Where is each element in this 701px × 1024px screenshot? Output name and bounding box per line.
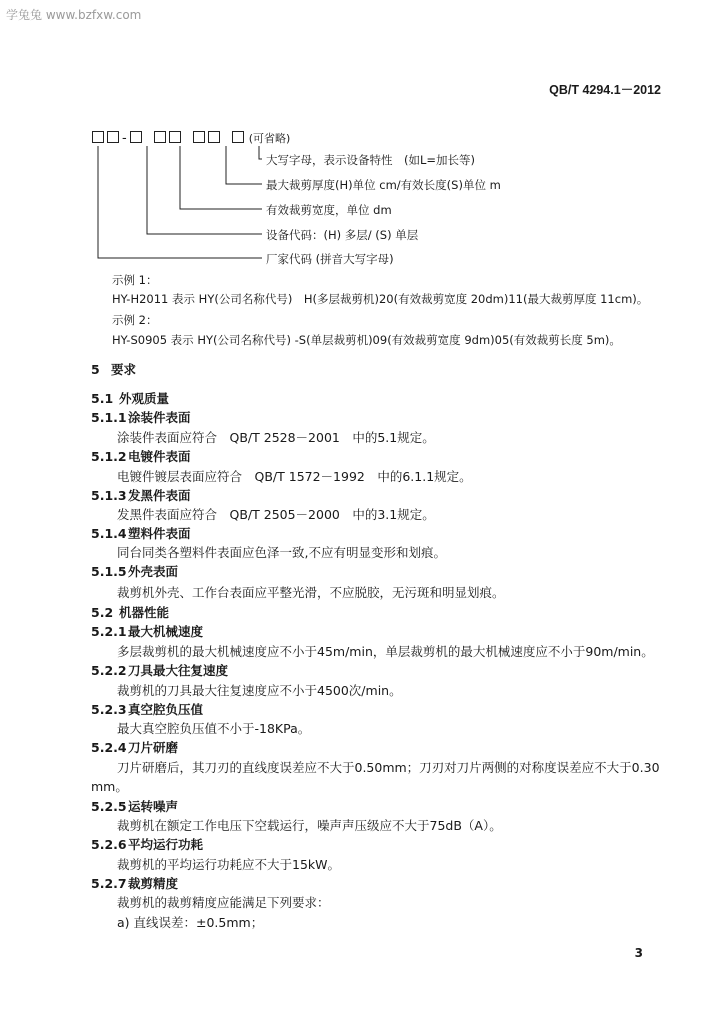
section-heading: 5.2.5运转噪声 bbox=[91, 799, 179, 814]
section-heading: 5.2.6平均运行功耗 bbox=[91, 837, 204, 852]
leader-line-width bbox=[180, 146, 262, 209]
section-text: 刀片研磨后，其刀刃的直线度误差应不大于0.50mm；刀刃对刀片两侧的对称度误差应不大于0.30 bbox=[117, 760, 660, 775]
section-heading: 5.2 机器性能 bbox=[91, 605, 170, 620]
section-text: 多层裁剪机的最大机械速度应不小于45m/min，单层裁剪机的最大机械速度应不小于90m/min。 bbox=[117, 644, 654, 659]
section-heading: 5.1.4塑料件表面 bbox=[91, 526, 191, 541]
example-text: HY-S0905 表示 HY(公司名称代号) -S(单层裁剪机)09(有效裁剪宽度 9dm)05(有效裁剪长度 5m)。 bbox=[112, 333, 621, 347]
section-heading: 5.1.5外壳表面 bbox=[91, 564, 179, 579]
section-heading: 5 要求 bbox=[91, 362, 137, 377]
section-text: 裁剪机在额定工作电压下空载运行，噪声声压级应不大于75dB（A）。 bbox=[117, 818, 502, 833]
code-label: 设备代码：(H) 多层/ (S) 单层 bbox=[266, 228, 419, 242]
leader-line-device bbox=[147, 146, 262, 234]
section-heading: 5.1.2电镀件表面 bbox=[91, 449, 191, 464]
section-heading: 5.1.1涂装件表面 bbox=[91, 410, 191, 425]
section-text: 涂装件表面应符合 QB/T 2528－2001 中的5.1规定。 bbox=[117, 430, 435, 445]
section-text: mm。 bbox=[91, 779, 128, 794]
section-heading: 5.2.7裁剪精度 bbox=[91, 876, 179, 891]
list-item: a) 直线误差：±0.5mm； bbox=[117, 915, 264, 930]
section-text: 发黑件表面应符合 QB/T 2505－2000 中的3.1规定。 bbox=[117, 507, 435, 522]
section-heading: 5.2.3真空腔负压值 bbox=[91, 702, 204, 717]
section-heading: 5.1 外观质量 bbox=[91, 391, 170, 406]
example-title: 示例 1： bbox=[112, 273, 158, 287]
example-text: HY-H2011 表示 HY(公司名称代号) H(多层裁剪机)20(有效裁剪宽度 20dm)11(最大裁剪厚度 11cm)。 bbox=[112, 292, 649, 306]
section-heading: 5.2.4刀片研磨 bbox=[91, 740, 179, 755]
section-text: 最大真空腔负压值不小于-18KPa。 bbox=[117, 721, 311, 736]
section-text: 裁剪机的刀具最大往复速度应不小于4500次/min。 bbox=[117, 683, 402, 698]
section-text: 裁剪机的裁剪精度应能满足下列要求： bbox=[117, 895, 330, 910]
standard-number: QB/T 4294.1－2012 bbox=[549, 83, 661, 97]
section-heading: 5.2.2刀具最大往复速度 bbox=[91, 663, 229, 678]
code-label: 有效裁剪宽度，单位 dm bbox=[266, 203, 392, 217]
section-text: 电镀件镀层表面应符合 QB/T 1572－1992 中的6.1.1规定。 bbox=[117, 469, 472, 484]
code-label: 厂家代码 (拼音大写字母) bbox=[266, 252, 394, 266]
optional-note: (可省略) bbox=[248, 132, 291, 145]
section-text: 裁剪机的平均运行功耗应不大于15kW。 bbox=[117, 857, 341, 872]
example-title: 示例 2： bbox=[112, 313, 158, 327]
section-heading: 5.2.1最大机械速度 bbox=[91, 624, 204, 639]
section-text: 同台同类各塑料件表面应色泽一致,不应有明显变形和划痕。 bbox=[117, 545, 446, 560]
section-text: 裁剪机外壳、工作台表面应平整光滑，不应脱胶，无污斑和明显划痕。 bbox=[117, 585, 505, 600]
code-label: 大写字母，表示设备特性 (如L=加长等) bbox=[266, 153, 476, 167]
code-dash: - bbox=[122, 131, 127, 146]
page-number: 3 bbox=[634, 946, 643, 960]
leader-line-feature bbox=[259, 146, 262, 159]
code-label: 最大裁剪厚度(H)单位 cm/有效长度(S)单位 m bbox=[266, 178, 501, 192]
leader-line-thickness bbox=[226, 146, 262, 184]
section-heading: 5.1.3发黑件表面 bbox=[91, 488, 191, 503]
watermark: 学兔兔 www.bzfxw.com bbox=[6, 8, 142, 22]
